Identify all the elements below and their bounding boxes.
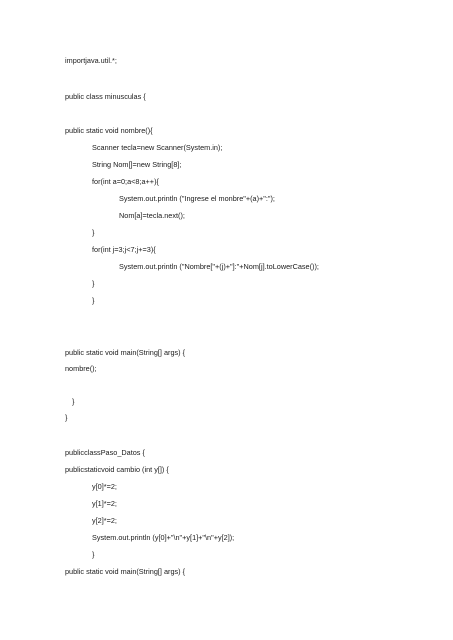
code-line: y[0]*=2; xyxy=(92,482,117,491)
code-line: nombre(); xyxy=(65,364,97,373)
code-line: System.out.println (y[0]+"\n"+y[1]+"\n"+y[2]); xyxy=(92,533,235,542)
code-line: } xyxy=(92,550,95,559)
code-line: publicstaticvoid cambio (int y[]) { xyxy=(65,465,169,474)
code-line: Scanner tecla=new Scanner(System.in); xyxy=(92,143,223,152)
code-line: String Nom[]=new String[8]; xyxy=(92,160,182,169)
code-line: y[1]*=2; xyxy=(92,499,117,508)
code-line: } xyxy=(92,279,95,288)
code-line: y[2]*=2; xyxy=(92,516,117,525)
code-line: } xyxy=(92,228,95,237)
code-line: System.out.println ("Nombre["+(j)+"]:"+Nom[j].toLowerCase()); xyxy=(119,262,319,271)
code-line: } xyxy=(72,397,75,406)
code-line: public static void main(String[] args) { xyxy=(65,567,186,576)
code-line: System.out.println ("Ingrese el monbre"+(a)+":"); xyxy=(119,194,275,203)
code-line: public class minusculas { xyxy=(65,92,146,101)
code-line: public static void nombre(){ xyxy=(65,126,153,135)
code-line: importjava.util.*; xyxy=(65,56,117,65)
code-line: public static void main(String[] args) { xyxy=(65,348,186,357)
code-line: } xyxy=(65,413,68,422)
code-line: for(int a=0;a<8;a++){ xyxy=(92,177,159,186)
code-line: publicclassPaso_Datos { xyxy=(65,448,145,457)
code-line: } xyxy=(92,296,95,305)
code-line: for(int j=3;j<7;j+=3){ xyxy=(92,245,156,254)
code-line: Nom[a]=tecla.next(); xyxy=(119,211,185,220)
